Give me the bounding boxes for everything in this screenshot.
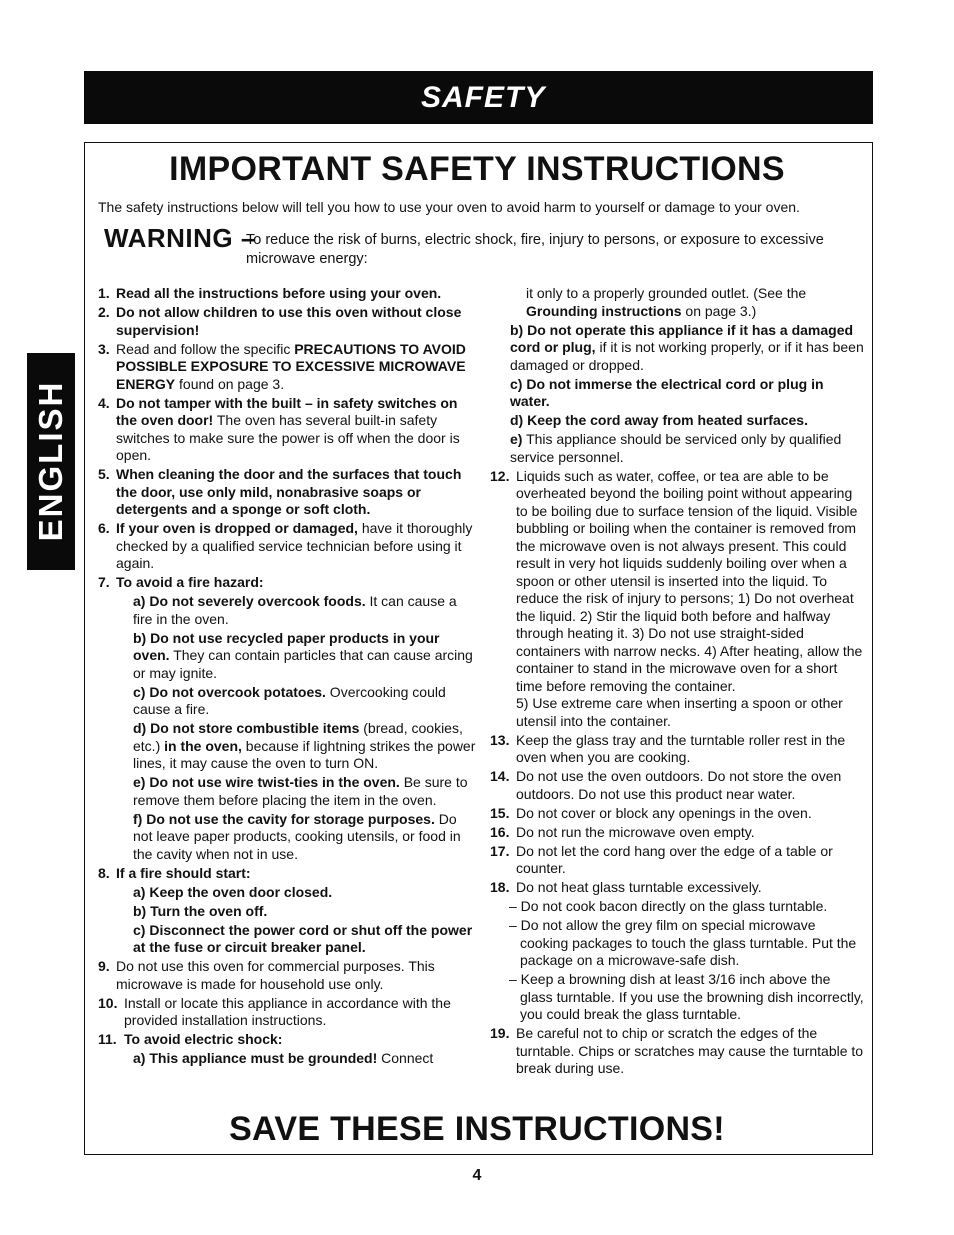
instruction-11e: e) This appliance should be serviced only by qualified service personnel. (510, 431, 842, 465)
instruction-8c: c) Disconnect the power cord or shut off the power at the fuse or circuit breaker panel. (133, 921, 473, 955)
instruction-8b: b) Turn the oven off. (133, 902, 268, 919)
language-tab-label: ENGLISH (32, 380, 69, 542)
instruction-item-3: 3. Read and follow the specific PRECAUTIONS TO AVOID POSSIBLE EXPOSURE TO EXCESSIVE MICROWAVE ENERGY found on page 3. (98, 340, 466, 392)
instruction-item-7: 7. To avoid a fire hazard: (98, 574, 264, 590)
instruction-7e: e) Do not use wire twist-ties in the oven. Be sure to remove them before placing the item in the oven. (133, 774, 468, 808)
instruction-11a-cont: it only to a properly grounded outlet. (See the Grounding instructions on page 3.) (526, 285, 807, 319)
instruction-7a: a) Do not severely overcook foods. It can cause a fire in the oven. (133, 593, 457, 627)
instructions-right-column (490, 285, 865, 1078)
instruction-7c: c) Do not overcook potatoes. Overcooking could cause a fire. (133, 683, 446, 717)
instruction-item-2: 2. Do not allow children to use this oven without close supervision! (98, 304, 462, 338)
warning-label: WARNING – (104, 223, 256, 253)
warning-text-cont: microwave energy: (246, 251, 368, 267)
page-number: 4 (472, 1167, 482, 1184)
instruction-18-bullet-1: – Do not cook bacon directly on the glass turntable. (509, 898, 828, 914)
instruction-item-6: 6. If your oven is dropped or damaged, have it thoroughly checked by a qualified service technician before using it again. (98, 520, 473, 571)
instruction-7f: f) Do not use the cavity for storage purposes. Do not leave paper products, cooking utensils, or food in the cavity when not in use. (133, 810, 461, 862)
warning-text: To reduce the risk of burns, electric shock, fire, injury to persons, or exposure to excessive (246, 232, 824, 248)
instruction-7d: d) Do not store combustible items (bread, cookies, etc.) in the oven, because if lightning strikes the power lines, it may cause the oven to turn ON. (133, 720, 476, 771)
section-header-title: SAFETY (421, 81, 546, 114)
instruction-item-11: 11. To avoid electric shock: (98, 1031, 283, 1047)
instruction-item-8: 8. If a fire should start: (98, 864, 251, 881)
instruction-11c: c) Do not immerse the electrical cord or plug in water. (510, 375, 824, 409)
instruction-item-14: 14. Do not use the oven outdoors. Do not store the oven outdoors. Do not use this product near water. (490, 768, 842, 802)
instruction-item-17: 17. Do not let the cord hang over the edge of a table or counter. (490, 842, 833, 876)
instruction-item-16: 16. Do not run the microwave oven empty. (490, 823, 755, 840)
instruction-item-1: 1. Read all the instructions before using your oven. (98, 285, 442, 301)
instruction-11a: a) This appliance must be grounded! Connect (133, 1050, 434, 1066)
instruction-item-12: 12. Liquids such as water, coffee, or tea are able to be overheated beyond the boiling point without appearing to be boiling due to surface tension of the liquid. Visible bubbling or boiling when the container is removed from the microwave oven is not always present. This could result in very hot liquids suddenly boiling over when a spoon or other utensil is inserted into the liquid. To reduce the risk of injury to persons; 1) Do not overheat the liquid. 2) Stir the liquid both before and halfway through heating it. 3) Do not use straight-sided containers with narrow necks. 4) After heating, allow the container to stand in the microwave oven for a short time before removing the container. 5) Use extreme care when inserting a spoon or other utensil into the container. (490, 467, 863, 729)
instruction-item-5: 5. When cleaning the door and the surfaces that touch the door, use only mild, nonabrasive soaps or detergents and a sponge or soft cloth. (98, 466, 462, 517)
instruction-item-9: 9. Do not use this oven for commercial purposes. This microwave is made for household use only. (98, 958, 435, 992)
save-instructions-title: SAVE THESE INSTRUCTIONS! (229, 1110, 725, 1148)
instruction-item-18: 18. Do not heat glass turntable excessively. (490, 879, 762, 895)
intro-text: The safety instructions below will tell you how to use your oven to avoid harm to yourself or damage to your oven. (98, 199, 800, 215)
page-title: IMPORTANT SAFETY INSTRUCTIONS (169, 150, 785, 188)
instruction-item-19: 19. Be careful not to chip or scratch the edges of the turntable. Chips or scratches may cause the turntable to break during use. (490, 1025, 864, 1076)
instruction-18-bullet-2: – Do not allow the grey film on special microwave cooking packages to touch the glass turntable. Put the package on a microwave-safe dish. (509, 917, 857, 968)
instruction-item-13: 13. Keep the glass tray and the turntable roller rest in the oven when you are cooking. (490, 731, 846, 765)
instruction-7b: b) Do not use recycled paper products in your oven. They can contain particles that can cause arcing or may ignite. (133, 629, 473, 681)
instruction-item-4: 4. Do not tamper with the built – in safety switches on the oven door! The oven has several built-in safety switches to make sure the power is off when the door is open. (98, 394, 460, 463)
instruction-18-bullet-3: – Keep a browning dish at least 3/16 inch above the glass turntable. If you use the browning dish incorrectly, you could break the glass turntable. (509, 971, 864, 1022)
instructions-left-column (98, 285, 478, 1068)
instruction-11b: b) Do not operate this appliance if it has a damaged cord or plug, if it is not working properly, or if it has been damaged or dropped. (510, 321, 864, 373)
instruction-11d: d) Keep the cord away from heated surfaces. (510, 412, 808, 428)
instruction-item-10: 10. Install or locate this appliance in accordance with the provided installation instructions. (98, 994, 451, 1028)
instruction-item-15: 15. Do not cover or block any openings in the oven. (490, 804, 812, 821)
instruction-8a: a) Keep the oven door closed. (133, 883, 333, 900)
